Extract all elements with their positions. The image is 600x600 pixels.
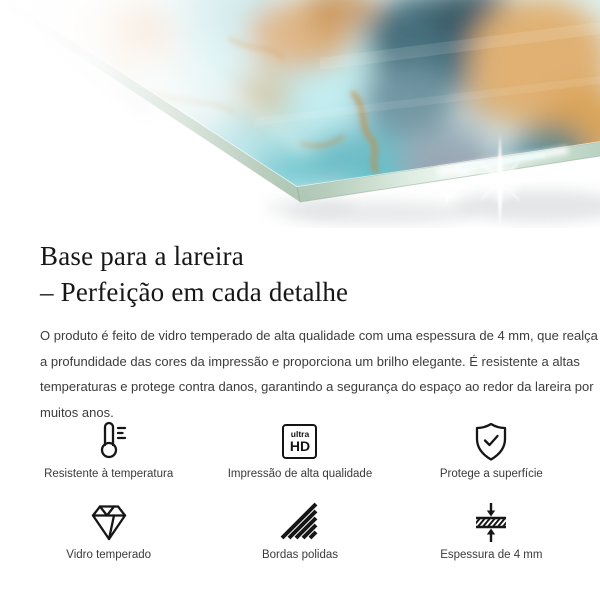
hero-product-image <box>0 0 600 228</box>
feature-label: Vidro temperado <box>66 549 152 561</box>
product-description <box>40 323 598 425</box>
title-line-2: – Perfeição em cada detalhe <box>40 277 349 307</box>
thermometer-icon <box>87 419 131 463</box>
glass-panel-illustration <box>0 0 600 228</box>
features-grid <box>13 419 587 561</box>
diamond-icon <box>87 500 131 544</box>
polished-edges-icon <box>278 500 322 544</box>
description-line: a profundidade das cores da impressão e proporciona um brilho elegante. É resistente a altas <box>40 353 580 369</box>
title-line-1: Base para a lareira <box>40 241 244 271</box>
feature-thickness <box>396 500 587 561</box>
description-line: O produto é feito de vidro temperado de alta qualidade com uma espessura de 4 mm, que realça <box>40 328 598 343</box>
feature-label: Bordas polidas <box>261 549 339 561</box>
feature-label: Protege a superfície <box>439 468 543 480</box>
feature-label: Espessura de 4 mm <box>440 549 543 561</box>
feature-print-quality <box>204 419 395 480</box>
feature-polished-edges <box>204 500 395 561</box>
feature-surface-protection <box>396 419 587 480</box>
description-line: temperaturas e protege contra danos, garantindo a segurança do espaço ao redor da lareira por <box>40 379 594 394</box>
thickness-icon <box>469 500 513 544</box>
page-title <box>40 238 560 310</box>
feature-temperature <box>13 419 204 480</box>
description-line: muitos anos. <box>40 404 114 420</box>
feature-label: Impressão de alta qualidade <box>227 468 373 480</box>
ultra-hd-icon: ultra HD <box>278 419 322 463</box>
feature-label: Resistente à temperatura <box>44 468 174 480</box>
shield-check-icon <box>469 419 513 463</box>
feature-tempered-glass <box>13 500 204 561</box>
